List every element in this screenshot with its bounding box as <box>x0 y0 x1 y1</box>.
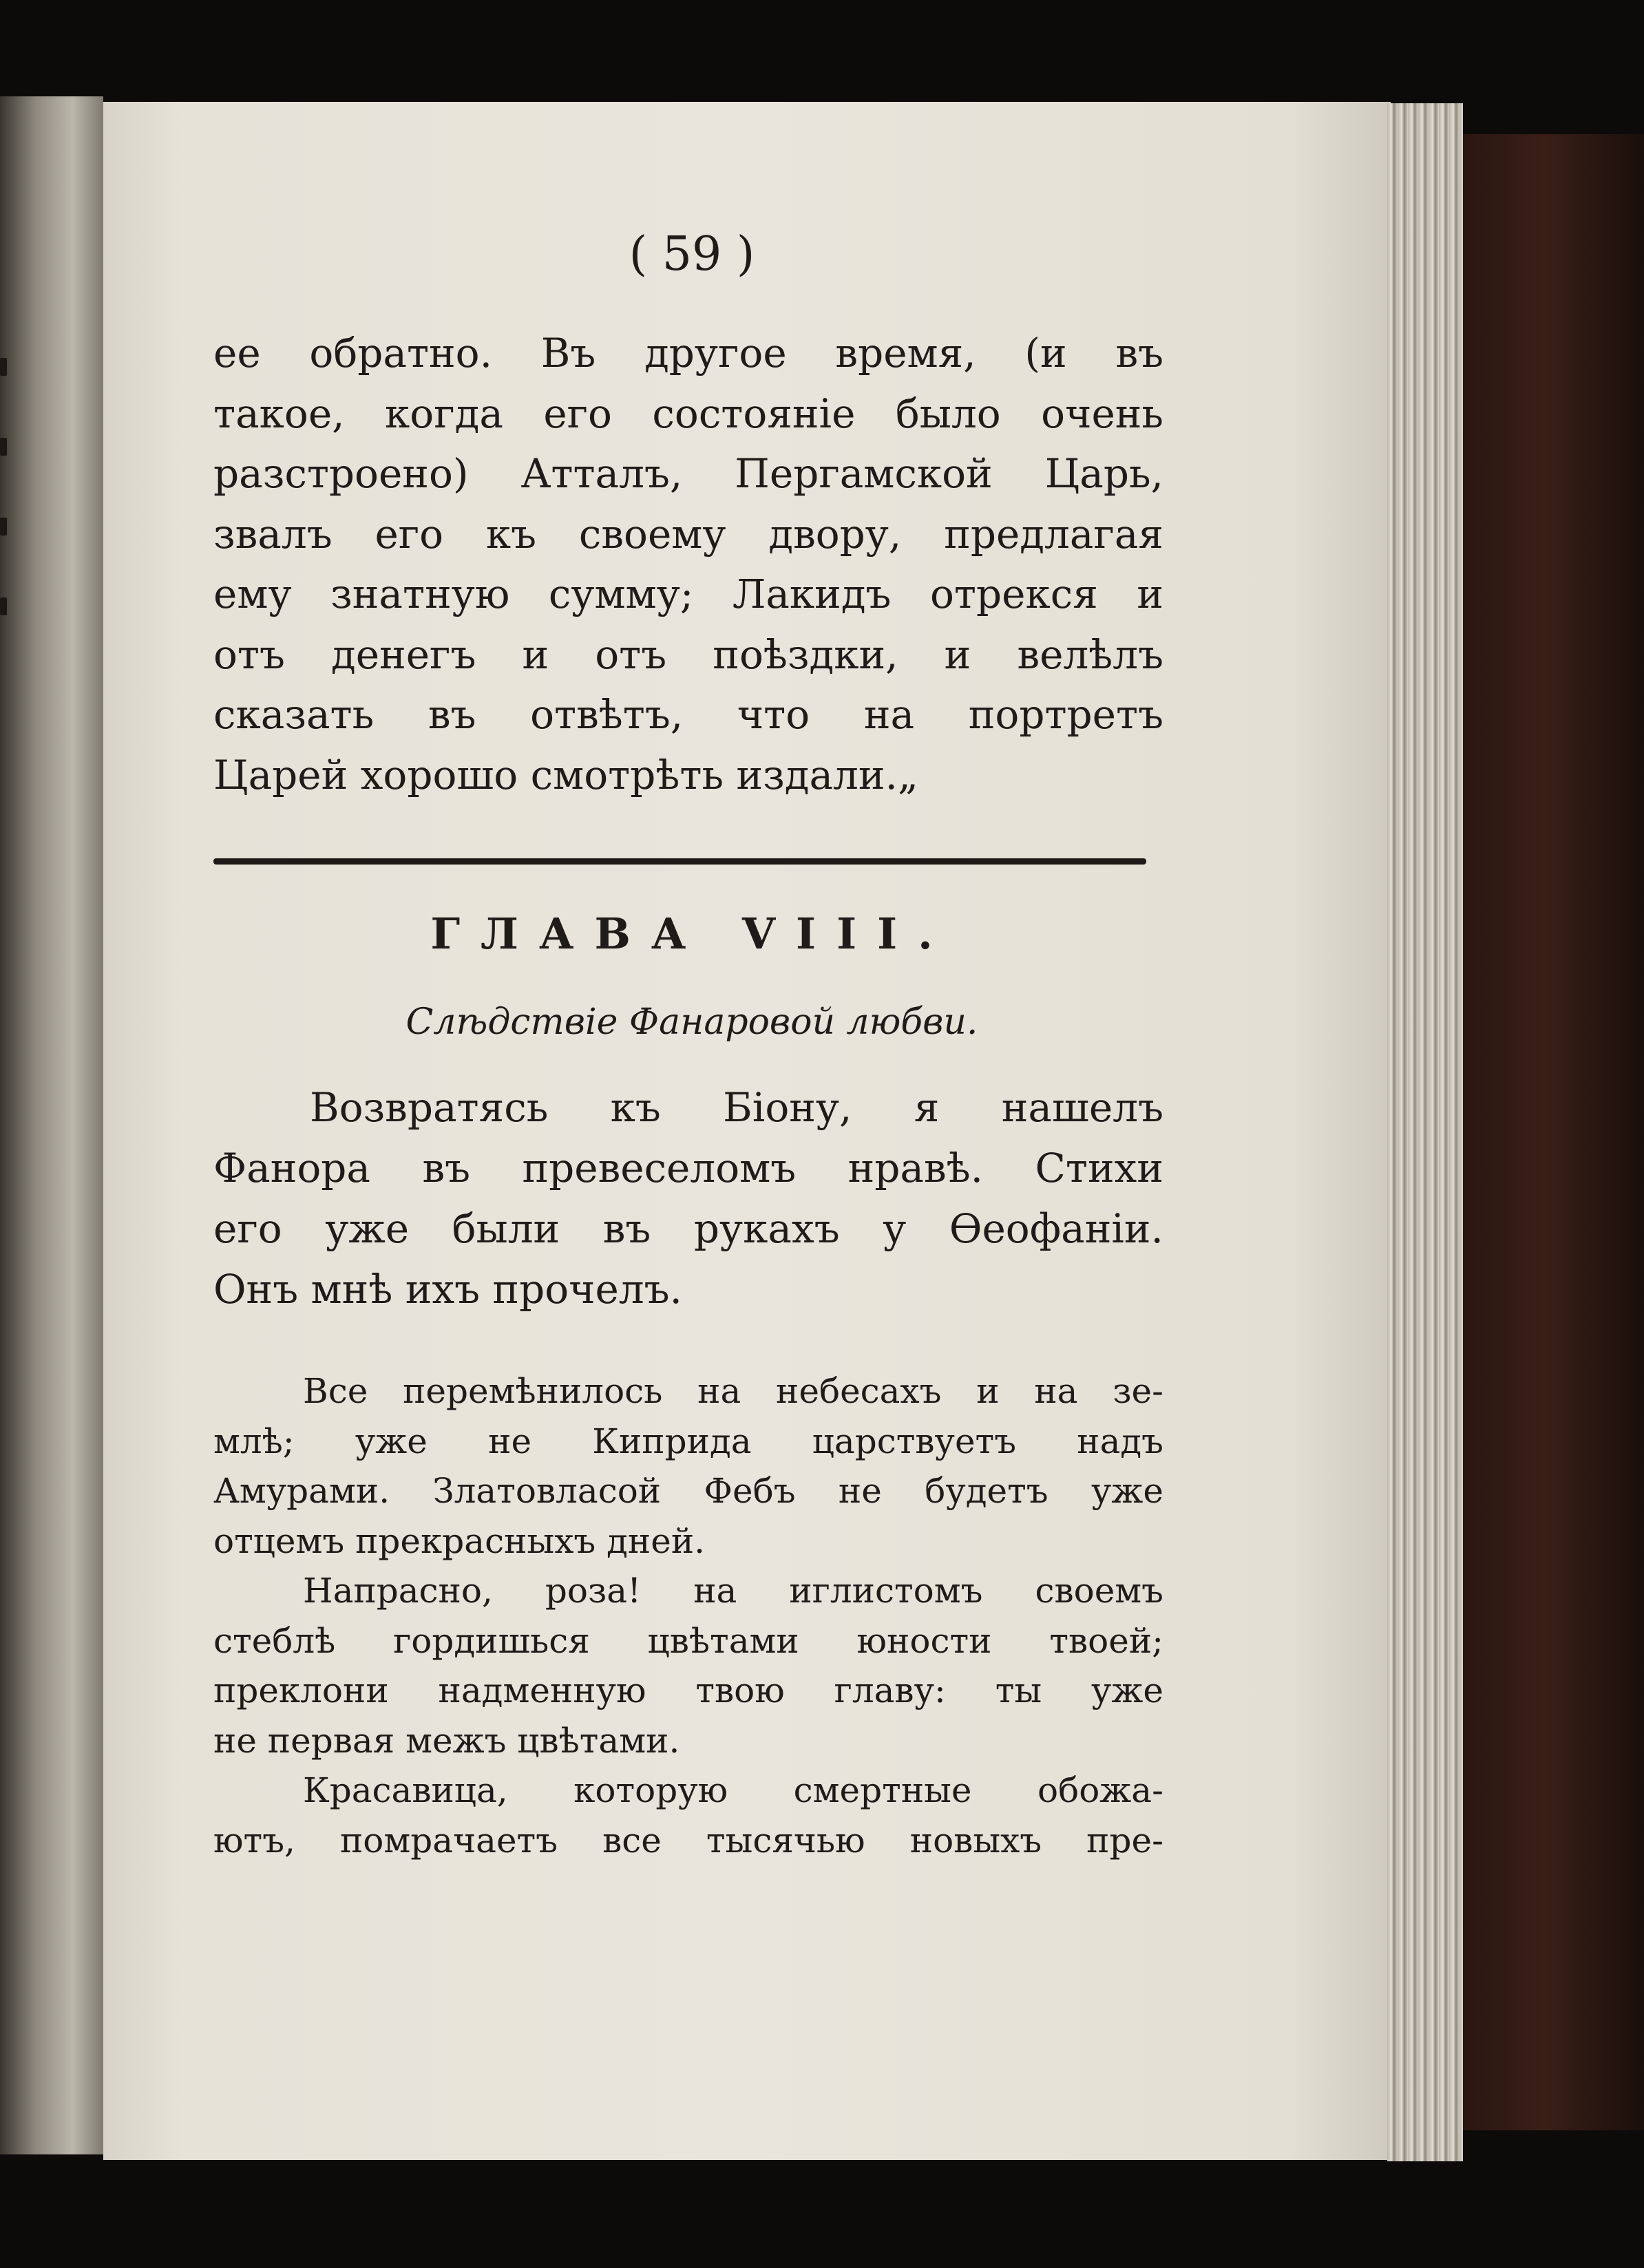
text-line: ему знатную сумму; Лакидъ отрекся и <box>213 571 1163 617</box>
poem-line: стеблѣ гордишься цвѣтами юности твоей; <box>213 1620 1163 1661</box>
poem-line: не первая межъ цвѣтами. <box>213 1720 680 1761</box>
page-number: ( 59 ) <box>629 227 755 282</box>
poem-text <box>213 1366 1163 1865</box>
chapter-subtitle: Слѣдствіе Фанаровой любви. <box>405 1001 978 1043</box>
text-line: сказать въ отвѣтъ, что на портретъ <box>213 691 1163 738</box>
text-line: Возвратясь къ Біону, я нашелъ <box>310 1084 1163 1131</box>
text-line: такое, когда его состояніе было очень <box>213 390 1163 437</box>
poem-line: млѣ; уже не Киприда царствуетъ надъ <box>213 1421 1163 1461</box>
text-line: Онъ мнѣ ихъ прочелъ. <box>213 1266 682 1313</box>
book-cover <box>1463 134 1644 2130</box>
poem-line: Все перемѣнилось на небесахъ и на зе- <box>303 1371 1163 1411</box>
text-line: его уже были въ рукахъ у Ѳеофаніи. <box>213 1205 1163 1252</box>
poem-line: отцемъ прекрасныхъ дней. <box>213 1520 706 1561</box>
text-line: ее обратно. Въ другое время, (и въ <box>213 330 1163 377</box>
chapter-title: ГЛАВА VIII. <box>430 909 953 959</box>
poem-line: Амурами. Златовласой Фебъ не будетъ уже <box>213 1471 1163 1511</box>
paragraph-chapter-start <box>213 1077 1163 1320</box>
poem-line: Напрасно, роза! на иглистомъ своемъ <box>303 1571 1163 1611</box>
poem-line: ютъ, помрачаетъ все тысячью новыхъ пре- <box>213 1820 1163 1861</box>
poem-line: Красавица, которую смертные обожа- <box>303 1770 1163 1810</box>
text-line: Царей хорошо смотрѣть издали.„ <box>213 751 919 798</box>
text-line: разстроено) Атталъ, Пергамской Царь, <box>213 450 1163 497</box>
left-page-edge <box>0 96 103 2154</box>
page-edges <box>1387 103 1463 2161</box>
text-line: звалъ его къ своему двору, предлагая <box>213 510 1163 558</box>
text-line: Фанора въ превеселомъ нравѣ. Стихи <box>213 1145 1163 1191</box>
text-line: отъ денегъ и отъ поѣздки, и велѣлъ <box>213 630 1163 678</box>
left-page-print-marks <box>0 358 14 677</box>
poem-line: преклони надменную твою главу: ты уже <box>213 1671 1163 1710</box>
paragraph-continued <box>213 324 1163 805</box>
section-divider <box>213 858 1146 865</box>
